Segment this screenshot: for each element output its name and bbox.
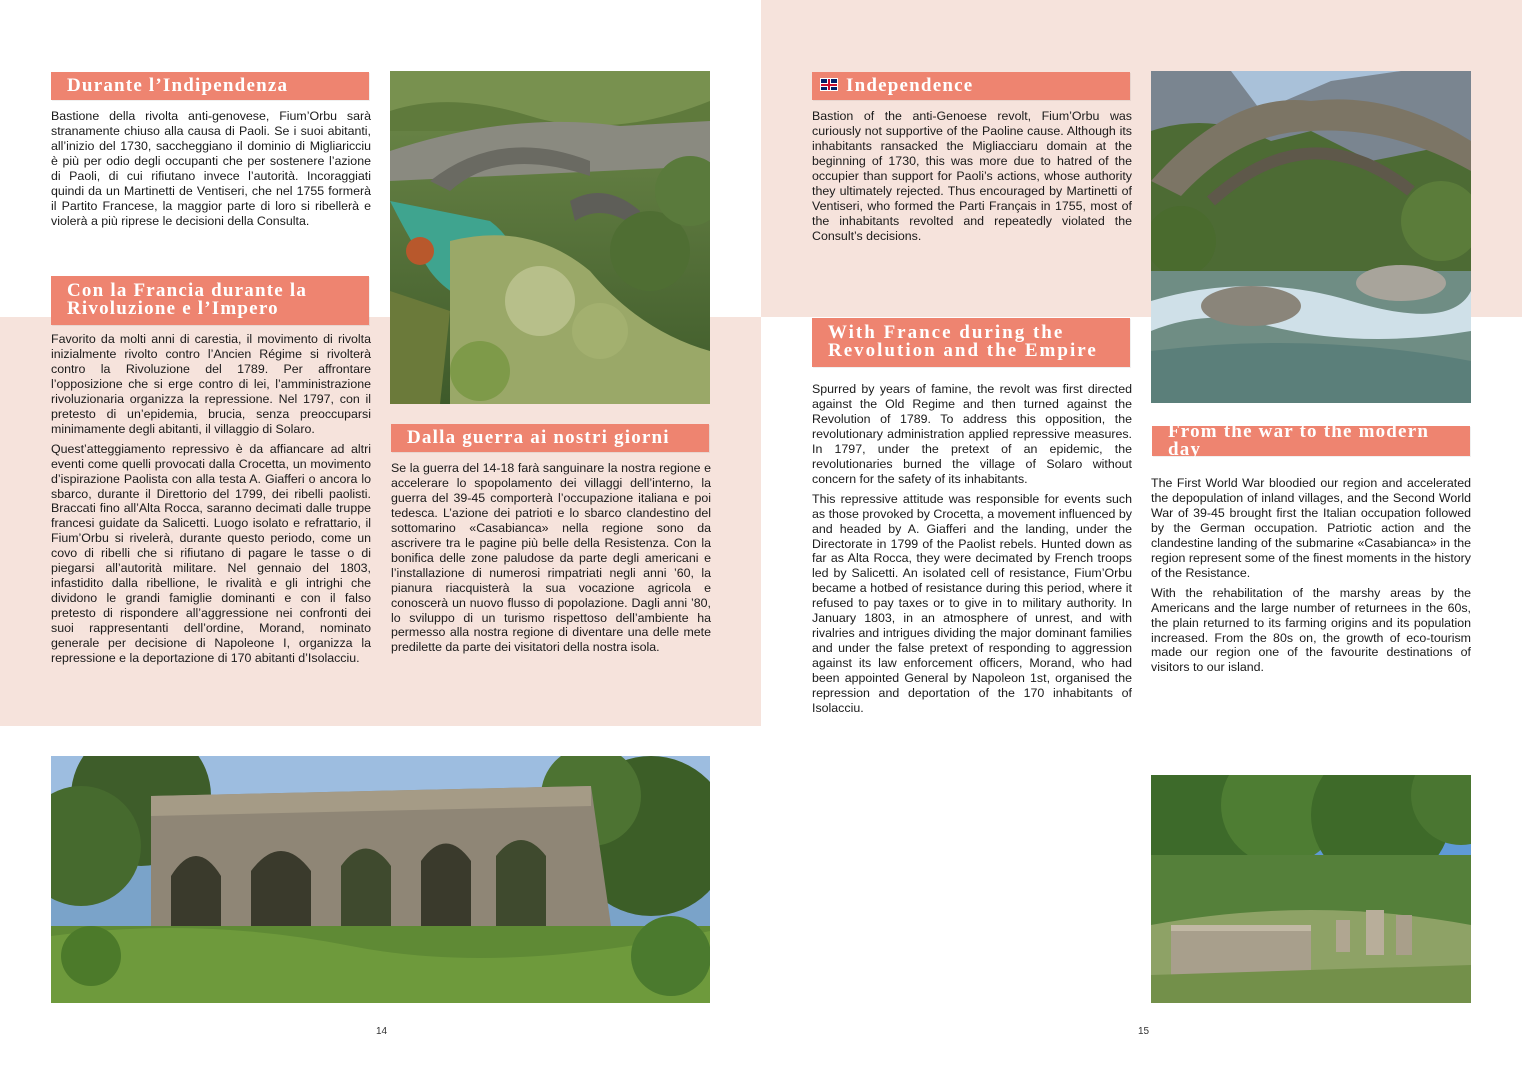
- heading-line-2: Rivoluzione e l’Impero: [67, 298, 279, 319]
- photo-arched-bridge-stream: [1151, 71, 1471, 403]
- text-with-france: [812, 382, 1132, 721]
- heading-line-1: Con la Francia durante la: [67, 280, 308, 301]
- paragraph: Se la guerra del 14-18 farà sanguinare la nostra regione e accelerare lo spopolamento dei villaggi dell’interno, la guerra del 39-45 comporterà l’occupazione italiana e poi tedesca. L’azione dei patrioti e lo sbarco clandestino del sottomarino «Casabianca» nella regione sono da ascrivere tra le pagine più belle della Resistenza. Con la bonifica delle zone paludose da parte degli americani e l’installazione di numerosi rimpatriati negli anni ’60, la pianura riacquisterà la sua vocazione agricola e conoscerà un nuovo flusso di popolazione. Dagli anni ’80, lo sviluppo di un turismo rispettoso dell’ambiente ha permesso alla nostra regione di diventare una delle mete predilette da parte dei visitatori della nostra isola.: [391, 461, 711, 655]
- paragraph: Bastione della rivolta anti-genovese, Fium’Orbu sarà stranamente chiuso alla causa di Paoli. Se i suoi abitanti, all’inizio del 1730, saccheggiano il dominio di Migliaricciu è più per odio degli occupanti che per sostenere l’azione di Paoli, di cui rifiutano invece l’autorità. Incoraggiati quindi da un Martinetti de Ventiseri, che nel 1755 formerà il Partito Francese, la maggior parte di loro si ribellerà e violerà a più riprese le decisioni della Consulta.: [51, 109, 371, 228]
- heading-text: Durante l’Indipendenza: [67, 74, 289, 96]
- heading-durante-indipendenza: [51, 72, 369, 100]
- heading-with-france: [812, 318, 1130, 367]
- uk-flag-icon: [820, 78, 838, 91]
- heading-line-2: Revolution and the Empire: [828, 340, 1098, 361]
- paragraph: Spurred by years of famine, the revolt was first directed against the Old Regime and then turned against the Revolution of 1789. To address this opposition, the revolutionary administration applied repressive measures. In 1797, under the pretext of an epidemic, the revolutionaries burned the village of Solaro without concern for the safety of its inhabitants.: [812, 382, 1132, 486]
- heading-dalla-guerra: [391, 424, 709, 452]
- text-independence: [812, 109, 1132, 249]
- heading-text: Dalla guerra ai nostri giorni: [407, 426, 670, 448]
- text-con-la-francia: [51, 332, 371, 671]
- heading-line-1: With France during the: [828, 322, 1065, 343]
- page-number-right: 15: [1138, 1026, 1150, 1037]
- heading-text: Independence: [846, 74, 974, 96]
- photo-stone-bridge-gorge: [390, 71, 710, 404]
- paragraph: This repressive attitude was responsible for events such as those provoked by Crocetta, a movement influenced by and headed by A. Giafferi and the landing, under the Directorate in 1799 of the Paolist rebels. Hunted down as far as Alta Rocca, they were decimated by French troops led by Salicetti. An isolated cell of resistance, Fium’Orbu became a hotbed of resistance during this period, where it refused to pay taxes or to give in to military authority. In January 1803, in an atmosphere of unrest, and with rivalries and intrigues dividing the major dominant families and under the false pretext of responding to aggression against its law enforcement officers, Morand, who had been appointed General by Napoleon 1st, organised the repression and deportation of the 170 inhabitants of Isolacciu.: [812, 491, 1132, 716]
- heading-independence: [812, 72, 1130, 100]
- text-dalla-guerra: [391, 461, 711, 660]
- page-number-left: 14: [376, 1026, 388, 1037]
- paragraph: Quest’atteggiamento repressivo è da affiancare ad altri eventi come quelli provocati dalla Crocetta, un movimento d’ispirazione Paolista con alla testa A. Giafferi o ancora lo sbarco, durante il Direttorio del 1799, dei ribelli paolisti. Braccati fino all’Alta Rocca, saranno decimati dalle truppe francesi guidate da Salicetti. Luogo isolato e refrattario, il Fium’Orbu si rivelerà, durante questo periodo, come un covo di ribelli che si rifiutano di pagare le tasse o di piegarsi all’autorità militare. Nel gennaio del 1803, infastidito dalla ribellione, le rivalità e gli intrighi che dividono le grandi famiglie dominanti e con il falso pretesto di rispondere all’aggressione nei confronti dei suoi rappresentanti dell’ordine, Morand, nominato generale per decisione di Napoleone I, organizza la repressione e la deportazione di 170 abitanti d’Isolacciu.: [51, 441, 371, 666]
- paragraph: Favorito da molti anni di carestia, il movimento di rivolta inizialmente rivolto contro l’Ancien Régime si rivolterà contro la Rivoluzione del 1789. Per affrontare l’opposizione che si erge contro di lei, l’amministrazione rivoluzionaria organizza la repressione. Nel 1797, con il pretesto di un’epidemia, brucia, senza preoccuparsi minimamente degli abitanti, il villaggio di Solaro.: [51, 332, 371, 436]
- paragraph: Bastion of the anti-Genoese revolt, Fium’Orbu was curiously not supportive of the Paoline cause. Although its inhabitants ransacked the Migliacciaru domain at the beginning of 1730, this was more due to hatred of the occupier than support for Paoli’s actions, whose authority they ultimately rejected. Thus encouraged by Martinetti of Ventiseri, who formed the Parti Français in 1755, most of the inhabitants revolted and repeatedly violated the Consult’s decisions.: [812, 109, 1132, 243]
- photo-forest-ruins: [1151, 775, 1471, 1003]
- heading-text: From the war to the modern day: [1168, 420, 1430, 460]
- photo-ruins-arches: [51, 756, 710, 1003]
- paragraph: The First World War bloodied our region and accelerated the depopulation of inland villages, and the Second World War of 39-45 brought first the Italian occupation followed by the German occupation. Patriotic action and the clandestine landing of the submarine «Casabianca» in the region represent some of the finest moments in the history of the Resistance.: [1151, 476, 1471, 580]
- text-durante-indipendenza: [51, 109, 371, 234]
- heading-con-la-francia: [51, 276, 369, 325]
- paragraph: With the rehabilitation of the marshy areas by the Americans and the large number of returnees in the 60s, the plain returned to its farming origins and its population increased. From the 80s on, the growth of eco-tourism made our region one of the favourite destinations of visitors to our island.: [1151, 585, 1471, 675]
- text-from-the-war: [1151, 476, 1471, 680]
- heading-from-the-war: [1152, 420, 1470, 460]
